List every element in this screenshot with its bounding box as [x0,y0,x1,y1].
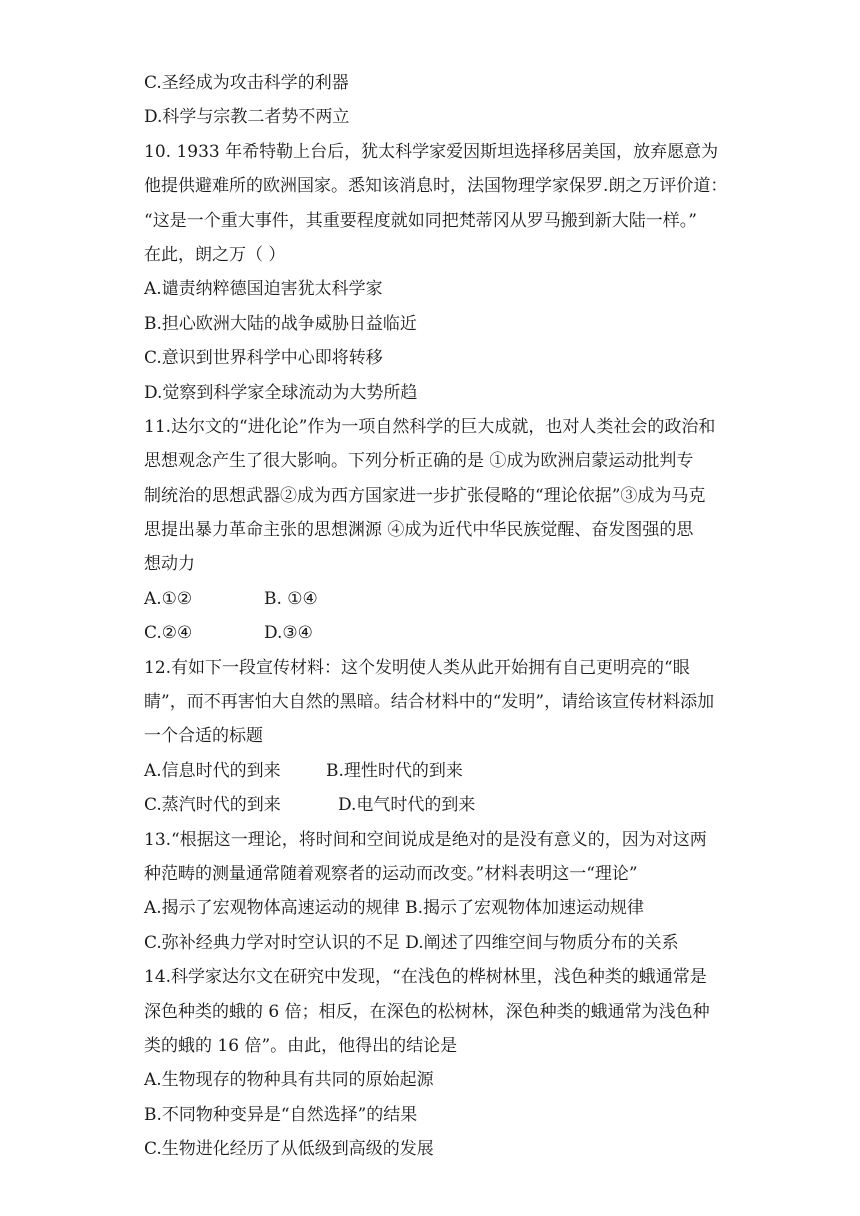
q12-stem-line-3: 一个合适的标题 [144,726,263,747]
q13-options-row-1: A.揭示了宏观物体高速运动的规律 B.揭示了宏观物体加速运动规律 [144,898,644,919]
q10-stem-line-2: 他提供避难所的欧洲国家。悉知该消息时，法国物理学家保罗.朗之万评价道： [144,176,728,197]
q10-option-d: D.觉察到科学家全球流动为大势所趋 [144,382,418,403]
q12-option-b: B.理性时代的到来 [326,760,463,781]
q14-option-a: A.生物现存的物种具有共同的原始起源 [144,1070,434,1091]
q12-stem-line-1: 12.有如下一段宣传材料：这个发明使人类从此开始拥有自己更明亮的“眼 [144,657,690,678]
q14-option-c: C.生物进化经历了从低级到高级的发展 [144,1139,434,1160]
q14-stem-line-3: 类的蛾的 16 倍”。由此，他得出的结论是 [144,1035,458,1056]
q9-option-c: C.圣经成为攻击科学的利器 [144,73,349,93]
q11-option-b: B. ①④ [264,588,318,609]
q11-options-row-1 [144,582,724,616]
q12-options-row-2 [144,788,724,822]
q12-options-row-1 [144,754,724,788]
q11-stem-line-5: 想动力 [144,554,195,575]
q14-stem-line-1: 14.科学家达尔文在研究中发现，“在浅色的桦树林里，浅色种类的蛾通常是 [144,967,707,988]
q10-option-a: A.谴责纳粹德国迫害犹太科学家 [144,279,383,300]
q11-stem-line-1: 11.达尔文的“进化论”作为一项自然科学的巨大成就，也对人类社会的政治和 [144,416,716,437]
q12-option-a: A.信息时代的到来 [144,760,281,781]
exam-text [144,66,728,1167]
q10-option-c: C.意识到世界科学中心即将转移 [144,348,383,369]
q12-stem-line-2: 睛”，而不再害怕大自然的黑暗。结合材料中的“发明”，请给该宣传材料添加 [144,692,715,713]
q14-stem-line-2: 深色种类的蛾的 6 倍；相反，在深色的松树林，深色种类的蛾通常为浅色种 [144,1001,710,1022]
q11-option-d: D.③④ [264,623,313,644]
q14-option-b: B.不同物种变异是“自然选择”的结果 [144,1104,418,1125]
q13-stem-line-2: 种范畴的测量通常随着观察者的运动而改变。”材料表明这一“理论” [144,863,638,884]
q10-stem-line-1: 10. 1933 年希特勒上台后，犹太科学家爱因斯坦选择移居美国，放弃愿意为 [144,141,719,162]
q11-stem-line-4: 思提出暴力革命主张的思想渊源 ④成为近代中华民族觉醒、奋发图强的思 [144,520,694,541]
q10-stem-line-4: 在此，朗之万（ ） [144,244,286,265]
q12-option-c: C.蒸汽时代的到来 [144,795,281,816]
q12-option-d: D.电气时代的到来 [338,795,476,816]
q11-option-a: A.①② [144,588,193,609]
q11-option-c: C.②④ [144,623,193,644]
q9-option-d: D.科学与宗教二者势不两立 [144,107,350,128]
q10-stem-line-3: “这是一个重大事件，其重要程度就如同把梵蒂冈从罗马搬到新大陆一样。” [144,210,697,231]
q10-option-b: B.担心欧洲大陆的战争威胁日益临近 [144,313,417,334]
q11-stem-line-2: 思想观念产生了很大影响。下列分析正确的是 ①成为欧洲启蒙运动批判专 [144,451,694,472]
q11-options-row-2 [144,616,724,650]
q11-stem-line-3: 制统治的思想武器②成为西方国家进一步扩张侵略的“理论依据”③成为马克 [144,485,706,506]
q13-options-row-2: C.弥补经典力学对时空认识的不足 D.阐述了四维空间与物质分布的关系 [144,932,679,953]
q13-stem-line-1: 13.“根据这一理论，将时间和空间说成是绝对的是没有意义的，因为对这两 [144,829,707,850]
